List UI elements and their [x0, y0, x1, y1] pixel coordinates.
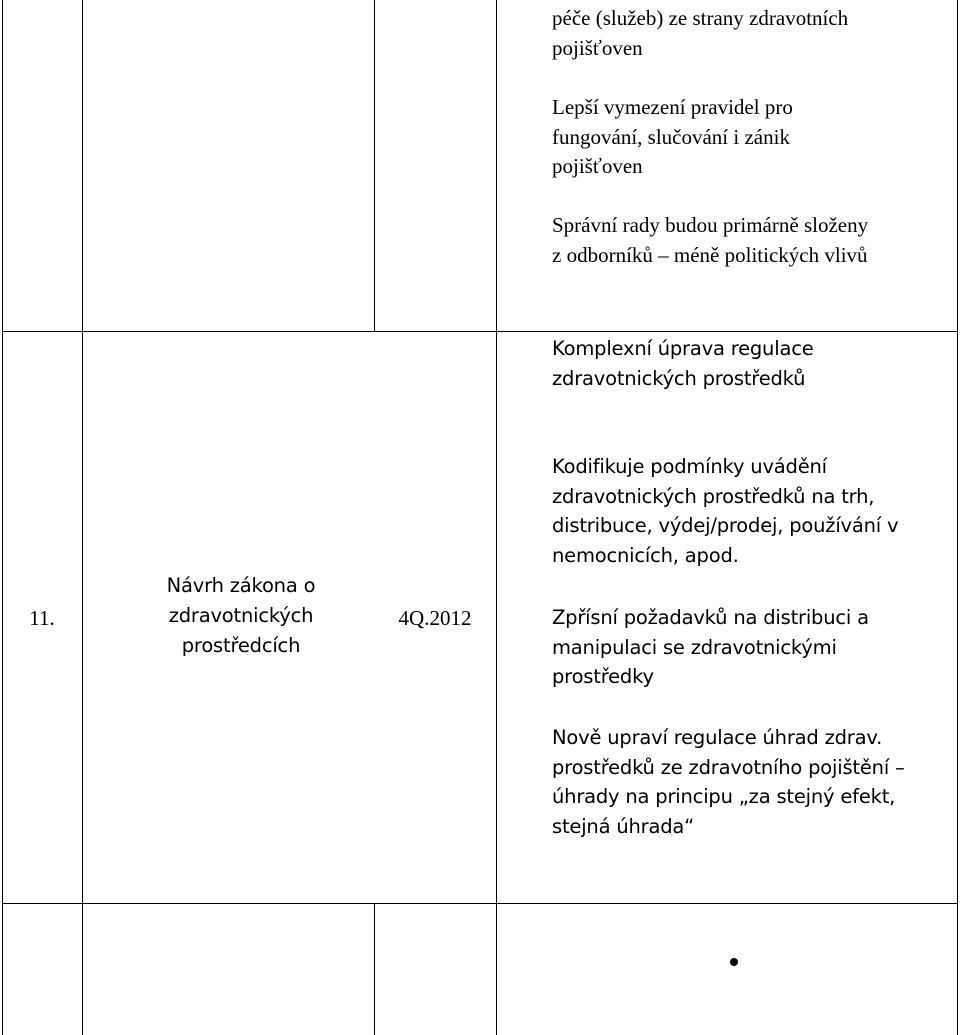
date-cell — [374, 603, 496, 633]
text-line: fungování, slučování i zánik — [552, 124, 790, 149]
table-row-separator — [2, 331, 958, 332]
text-line: zdravotnických — [168, 604, 314, 627]
text-line: prostředcích — [181, 634, 301, 657]
text-line: manipulaci se zdravotnickými — [552, 635, 837, 659]
text-line: péče (služeb) ze strany zdravotních — [552, 6, 849, 30]
table-cell-paragraph — [552, 603, 869, 692]
text-line: Kodifikuje podmínky uvádění — [552, 455, 827, 478]
table-border-col1 — [82, 0, 83, 1035]
table-border-left — [2, 0, 3, 1035]
text-line: Návrh zákona o — [166, 574, 316, 597]
text-line: úhrady na principu „za stejný efekt, — [552, 785, 896, 808]
text-line: stejná úhrada“ — [552, 814, 695, 838]
table-cell-paragraph — [552, 452, 898, 570]
text-line: prostředků ze zdravotního pojištění – — [552, 755, 905, 779]
table-cell-paragraph — [552, 211, 868, 270]
text-line: Komplexní úprava regulace — [552, 337, 814, 360]
table-cell-paragraph — [552, 4, 848, 63]
table-border-col2 — [374, 0, 375, 332]
text-line: zdravotnických prostředků — [552, 366, 806, 390]
table-cell-paragraph — [552, 334, 814, 393]
date-text: 4Q.2012 — [398, 606, 472, 630]
table-cell-paragraph — [552, 93, 793, 182]
table-border-right — [957, 0, 958, 1035]
text-line: z odborníků – méně politických vlivů — [552, 242, 868, 267]
row-number — [2, 603, 82, 633]
table-cell-paragraph — [552, 723, 905, 841]
text-line: pojišťoven — [552, 154, 643, 178]
text-line: zdravotnických prostředků na trh, — [552, 484, 875, 508]
table-row-separator — [2, 903, 958, 904]
text-line: Správní rady budou primárně složeny — [552, 213, 869, 237]
bullet-dot-icon — [730, 958, 738, 966]
text-line: Nově upraví regulace úhrad zdrav. — [552, 726, 883, 749]
text-line: distribuce, výdej/prodej, používání v — [552, 514, 899, 537]
text-line: nemocnicích, apod. — [552, 543, 739, 567]
text-line: prostředky — [552, 665, 654, 688]
text-line: pojišťoven — [552, 35, 643, 60]
text-line: Zpřísní požadavků na distribuci a — [552, 606, 869, 629]
table-border-col2 — [374, 903, 375, 1035]
text-line: Lepší vymezení pravidel pro — [552, 95, 793, 119]
law-title — [82, 571, 400, 661]
table-border-col3 — [496, 0, 497, 1035]
row-number-text: 11. — [29, 606, 55, 630]
